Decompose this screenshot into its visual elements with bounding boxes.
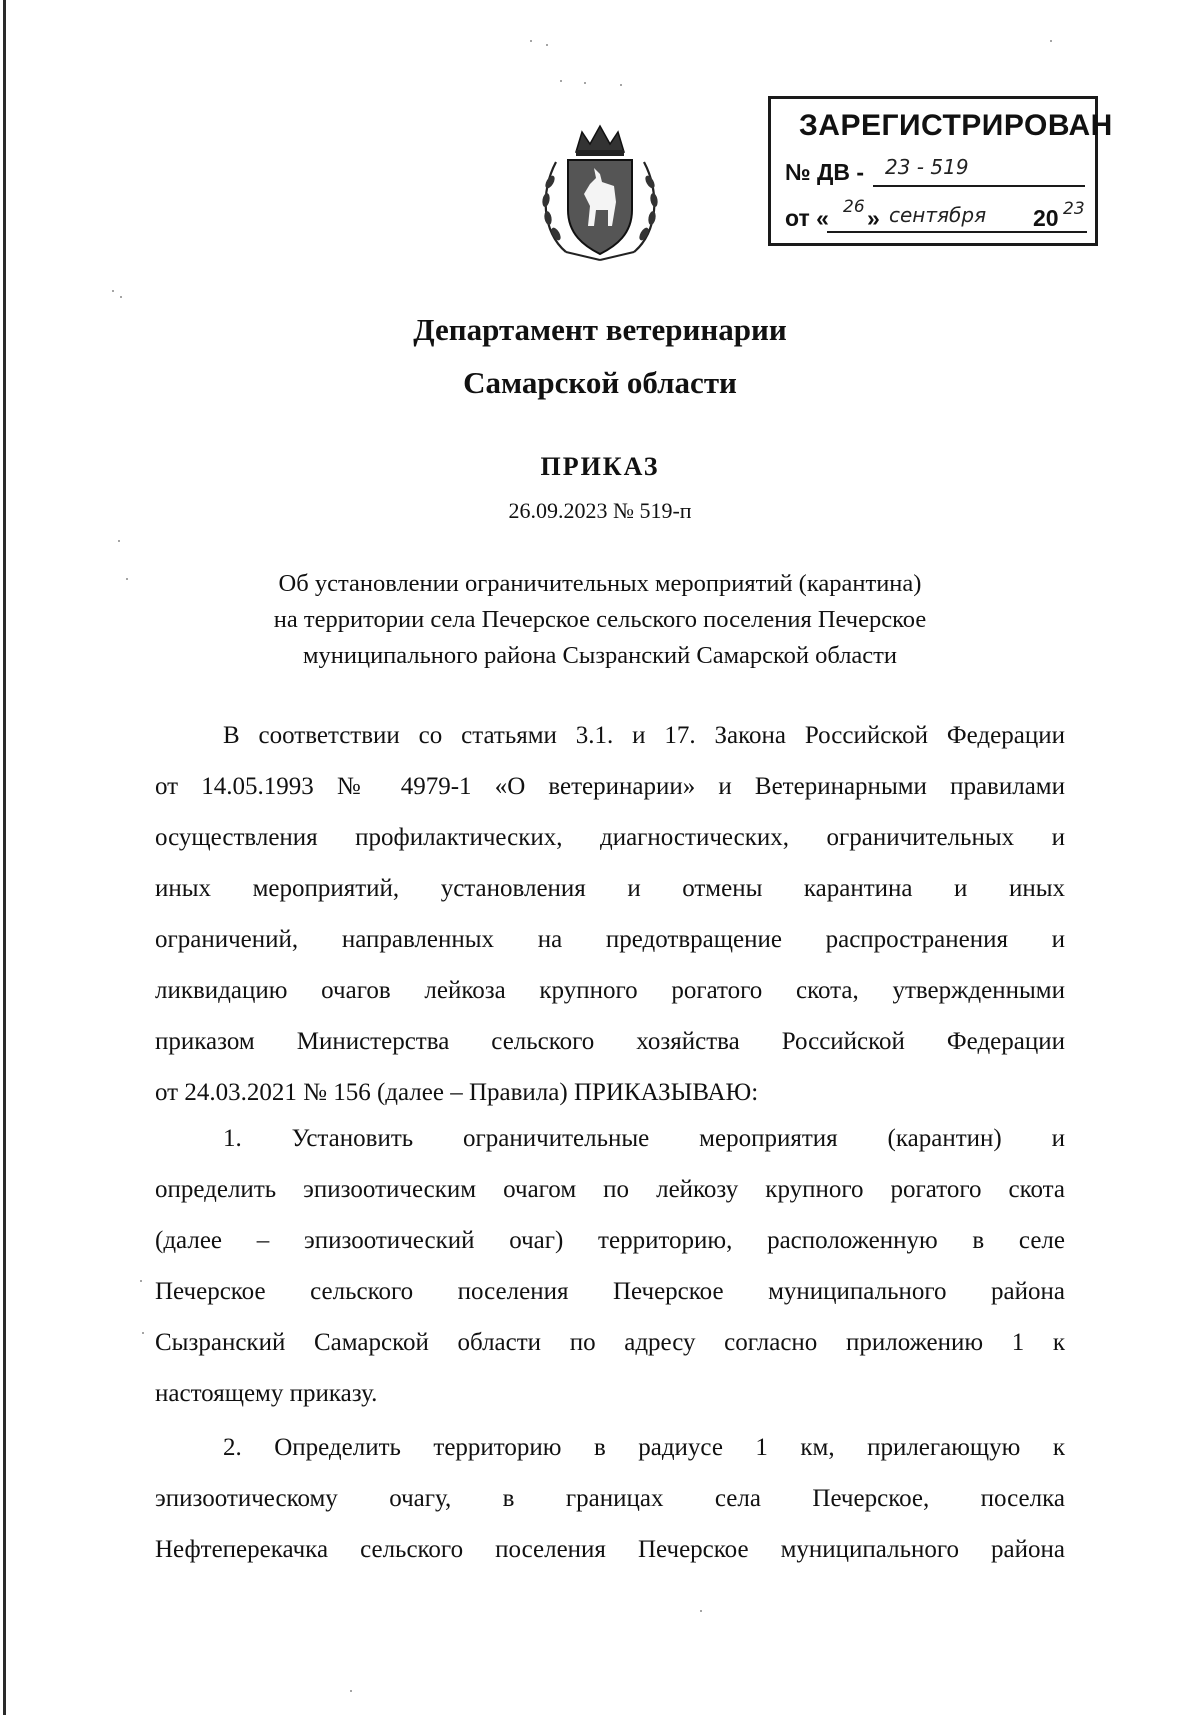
item1-line: определить эпизоотическим очагом по лейкозу крупного рогатого скота (155, 1176, 1065, 1203)
preamble-line: иных мероприятий, установления и отмены карантина и иных (155, 875, 1065, 902)
registration-stamp (768, 96, 1113, 246)
document-title: ПРИКАЗ (540, 452, 660, 481)
stamp-date-mid: » (867, 205, 880, 231)
stamp-number-prefix: № ДВ - (785, 159, 865, 185)
document-subject (0, 566, 1200, 674)
department-name-line2: Самарской области (463, 365, 737, 400)
stamp-number-underline (873, 185, 1085, 187)
item1-line: Печерское сельского поселения Печерское муниципального района (155, 1278, 1065, 1305)
stamp-date-month: сентября (889, 203, 987, 227)
stamp-date-underline (827, 231, 1087, 233)
stamp-date-day: 26 (843, 197, 865, 217)
subject-line: на территории села Печерское сельского поселения Печерское (273, 606, 927, 633)
preamble-line: приказом Министерства сельского хозяйства Российской Федерации (155, 1028, 1065, 1055)
stamp-date-year-prefix: 20 (1033, 205, 1059, 231)
stamp-number-row (785, 159, 864, 186)
stamp-date-row (785, 205, 829, 232)
item1-line: Сызранский Самарской области по адресу согласно приложению 1 к (155, 1329, 1065, 1356)
preamble-line: ликвидацию очагов лейкоза крупного рогатого скота, утвержденными (155, 977, 1065, 1004)
department-name-line1: Департамент ветеринарии (413, 312, 787, 347)
preamble-line: от 14.05.1993 № 4979-1 «О ветеринарии» и Ветеринарными правилами (155, 773, 1065, 800)
preamble-line: от 24.03.2021 № 156 (далее – Правила) ПРИКАЗЫВАЮ: (155, 1079, 759, 1106)
item1-line: 1. Установить ограничительные мероприятия (карантин) и (223, 1125, 1065, 1152)
item1-line: (далее – эпизоотический очаг) территорию, расположенную в селе (155, 1227, 1065, 1254)
stamp-date-prefix: от « (785, 205, 829, 231)
item1-line: настоящему приказу. (155, 1380, 378, 1407)
stamp-date-year-suffix: 23 (1063, 199, 1085, 219)
preamble-line: ограничений, направленных на предотвращение распространения и (155, 926, 1065, 953)
preamble-line: осуществления профилактических, диагностических, ограничительных и (155, 824, 1065, 851)
stamp-title: ЗАРЕГИСТРИРОВАН (799, 109, 1113, 142)
subject-line: Об установлении ограничительных мероприятий (карантина) (278, 570, 922, 597)
item2-line: Нефтеперекачка сельского поселения Печерское муниципального района (155, 1536, 1065, 1563)
coat-of-arms-emblem (536, 122, 664, 264)
item2-line: 2. Определить территорию в радиусе 1 км, прилегающую к (223, 1434, 1065, 1461)
stamp-number-handwritten: 23 - 519 (885, 155, 969, 179)
document-date-number: 26.09.2023 № 519-п (508, 498, 692, 523)
scan-edge (3, 0, 6, 1715)
subject-line: муниципального района Сызранский Самарской области (302, 642, 897, 669)
item2-line: эпизоотическому очагу, в границах села Печерское, поселка (155, 1485, 1065, 1512)
preamble-line: В соответствии со статьями 3.1. и 17. Закона Российской Федерации (223, 722, 1065, 749)
